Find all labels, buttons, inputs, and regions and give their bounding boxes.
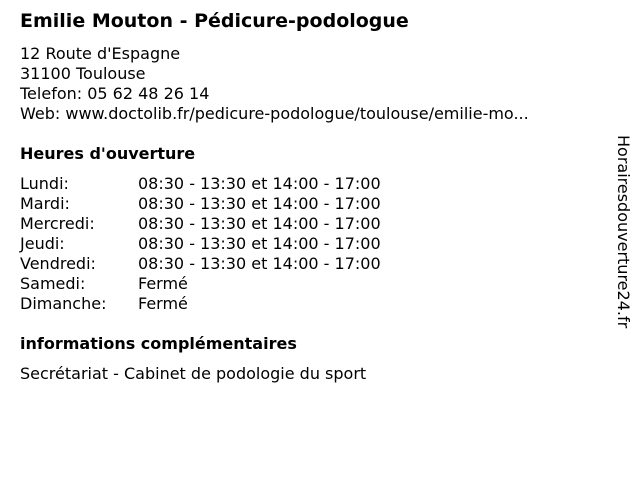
hours-row-tuesday xyxy=(20,194,381,214)
time-value: 08:30 - 13:30 et 14:00 - 17:00 xyxy=(138,214,381,233)
hours-row-sunday xyxy=(20,294,381,314)
day-label: Dimanche: xyxy=(20,294,107,313)
additional-info-text: Secrétariat - Cabinet de podologie du sport xyxy=(20,364,367,383)
phone-number: Telefon: 05 62 48 26 14 xyxy=(20,84,210,103)
hours-row-monday xyxy=(20,174,381,194)
page-title: Emilie Mouton - Pédicure-podologue xyxy=(20,10,409,32)
time-value: 08:30 - 13:30 et 14:00 - 17:00 xyxy=(138,234,381,253)
hours-row-friday xyxy=(20,254,381,274)
day-label: Jeudi: xyxy=(20,234,65,253)
hours-row-wednesday xyxy=(20,214,381,234)
address-block xyxy=(20,44,529,124)
opening-hours-table xyxy=(20,174,381,314)
day-label: Lundi: xyxy=(20,174,69,193)
time-value: 08:30 - 13:30 et 14:00 - 17:00 xyxy=(138,254,381,273)
address-city: 31100 Toulouse xyxy=(20,64,146,83)
day-label: Mercredi: xyxy=(20,214,95,233)
day-label: Vendredi: xyxy=(20,254,96,273)
hours-row-thursday xyxy=(20,234,381,254)
day-label: Samedi: xyxy=(20,274,86,293)
additional-info-heading: informations complémentaires xyxy=(20,334,297,353)
day-label: Mardi: xyxy=(20,194,70,213)
website-link[interactable]: Web: www.doctolib.fr/pedicure-podologue/toulouse/emilie-mo... xyxy=(20,104,529,123)
time-value: 08:30 - 13:30 et 14:00 - 17:00 xyxy=(138,194,381,213)
time-value: 08:30 - 13:30 et 14:00 - 17:00 xyxy=(138,174,381,193)
hours-row-saturday xyxy=(20,274,381,294)
address-street: 12 Route d'Espagne xyxy=(20,44,181,63)
site-watermark: Horairesdouverture24.fr xyxy=(614,135,633,329)
time-value: Fermé xyxy=(138,274,188,293)
time-value: Fermé xyxy=(138,294,188,313)
opening-hours-heading: Heures d'ouverture xyxy=(20,144,196,163)
